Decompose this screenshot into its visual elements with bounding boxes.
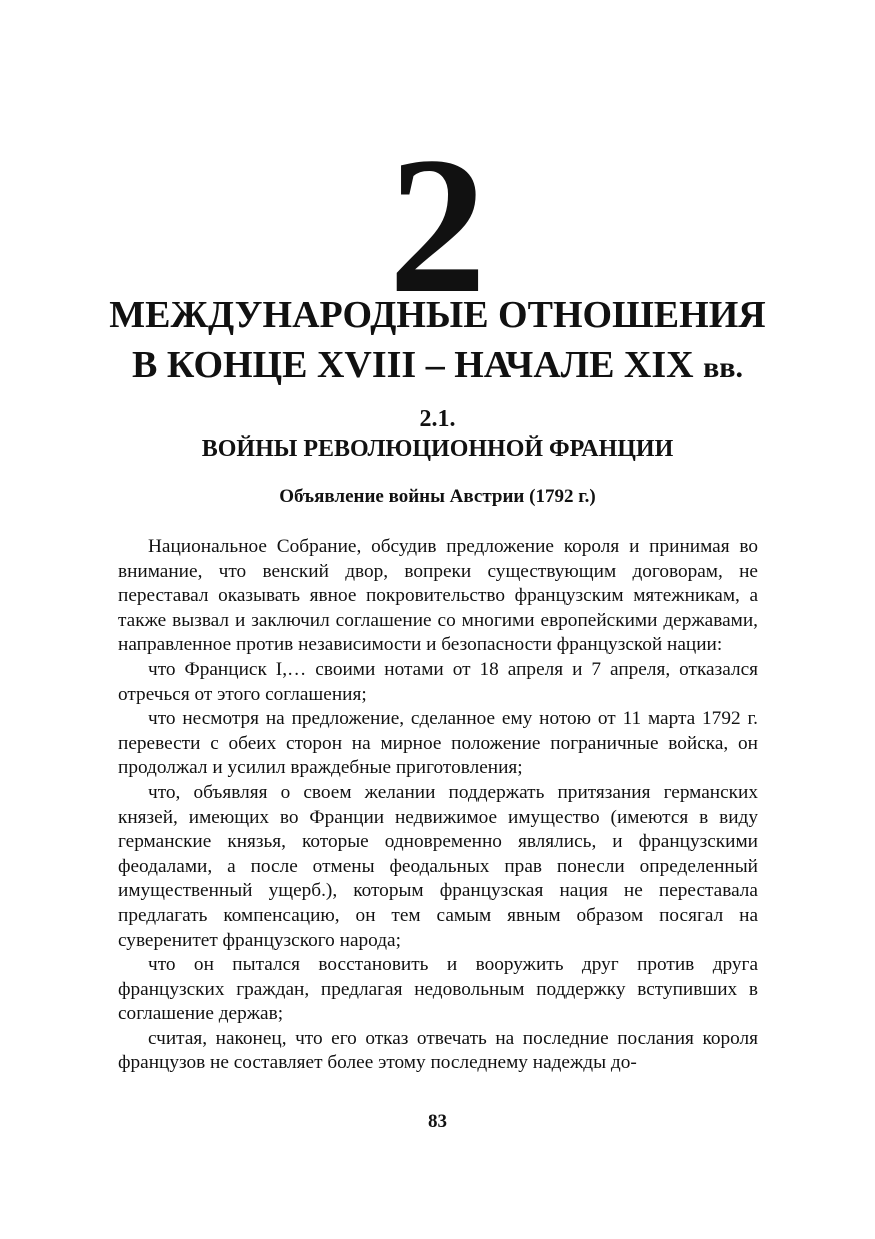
chapter-title-line-2-suffix: вв. [703,351,744,384]
chapter-title-line-2 [0,340,875,393]
page-number: 83 [428,1111,447,1132]
section-number: 2.1. [419,406,456,432]
paragraph: что, объявляя о своем желании поддержать притязания германских князей, имеющих во Франции недвижимое имущество (имеются в виду германские князья, которые одновременно являлись, и французскими феодалами, а после отмены феодальных прав понесли определенный имущественный ущерб.), которым французская нация не переставала предлагать компенсацию, он тем самым явным образом посягал на суверенитет французского народа; [118,781,758,951]
chapter-number: 2 [388,117,487,334]
chapter-title [0,290,875,393]
chapter-title-line-1: МЕЖДУНАРОДНЫЕ ОТНОШЕНИЯ [109,294,766,336]
body-text [118,535,758,1076]
paragraph: что несмотря на предложение, сделанное ему нотою от 11 марта 1792 г. перевести с обеих сторон на мирное положение пограничные войска, он продолжал и усилил враждебные приготовления; [118,708,758,779]
section-title: ВОЙНЫ РЕВОЛЮЦИОННОЙ ФРАНЦИИ [201,436,674,462]
paragraph: что Франциск I,… своими нотами от 18 апреля и 7 апреля, отказался отречься от этого соглашения; [118,658,758,705]
chapter-title-line-2-main: В КОНЦЕ XVIII – НАЧАЛЕ XIX [131,344,694,386]
paragraph: Национальное Собрание, обсудив предложение короля и принимая во внимание, что венский двор, вопреки существующим договорам, не переставал оказывать явное покровительство французским мятежникам, а также вызвал и заключил соглашение со многими европейскими державами, направленное против независимости и безопасности французской нации: [118,536,758,656]
document-title: Объявление войны Австрии (1792 г.) [279,486,596,507]
paragraph: что он пытался восстановить и вооружить друг против друга французских граждан, предлагая недовольным поддержку вступивших в соглашение держав; [118,954,758,1025]
paragraph: считая, наконец, что его отказ отвечать на последние послания короля французов не составляет более этому последнему надежды до- [118,1027,758,1074]
